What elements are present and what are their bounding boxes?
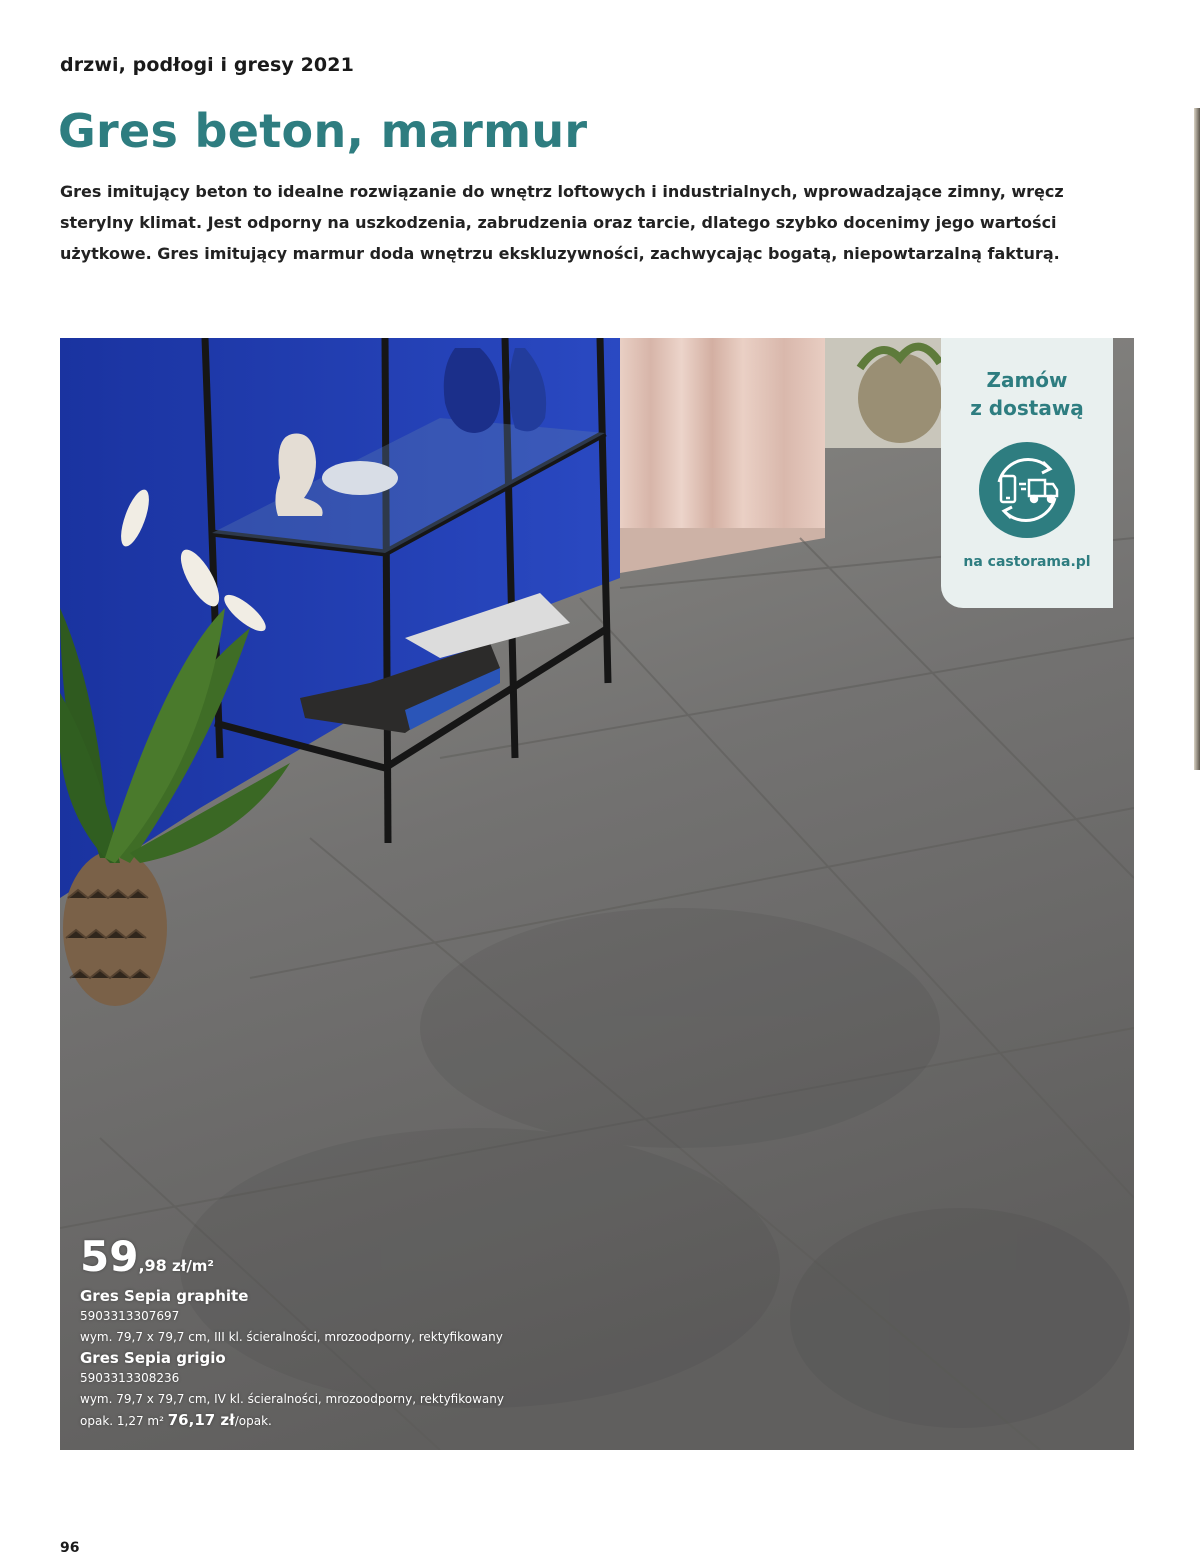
product-photo (60, 338, 1134, 1450)
bowl (322, 461, 398, 495)
delivery-badge-title (941, 366, 1113, 422)
badge-line-2: z dostawą (970, 396, 1084, 420)
adjacent-page-edge (1194, 108, 1200, 770)
intro-text: Gres imitujący beton to idealne rozwiązanie do wnętrz loftowych i industrialnych, wprowadzające zimny, wręcz sterylny klimat. Jest odporny na uszkodzenia, zabrudzenia oraz tarcie, dlatego szybko docenimy jego wartości użytkowe. Gres imitujący marmur doda wnętrzu ekskluzywności, zachwycając bogatą, niepowtarzalną fakturą. (60, 182, 1064, 263)
curtain (620, 338, 825, 528)
pack-price: 76,17 zł (167, 1411, 235, 1429)
page-number: 96 (60, 1540, 80, 1556)
price-decimal: ,98 (138, 1256, 167, 1275)
page-title: Gres beton, marmur (58, 104, 588, 158)
section-label: drzwi, podłogi i gresy 2021 (60, 54, 354, 76)
product-spec-2: wym. 79,7 x 79,7 cm, IV kl. ścieralności, mrozoodporny, rektyfikowany (80, 1392, 504, 1406)
price-block (80, 1232, 504, 1431)
pack-price-line (80, 1410, 504, 1431)
product-spec-1: wym. 79,7 x 79,7 cm, III kl. ścieralności, mrozoodporny, rektyfikowany (80, 1330, 503, 1344)
price-unit: zł/m² (166, 1257, 214, 1275)
delivery-badge[interactable] (941, 338, 1113, 608)
product-ean-1: 5903313307697 (80, 1309, 180, 1323)
delivery-icon-circle (979, 442, 1075, 538)
refresh-arrows-icon (999, 459, 1055, 520)
phone-icon (1001, 476, 1015, 502)
castorama-link[interactable]: na castorama.pl (963, 554, 1091, 570)
badge-line-1: Zamów (986, 368, 1068, 392)
product-name-2: Gres Sepia grigio (80, 1349, 226, 1367)
product-name-1: Gres Sepia graphite (80, 1287, 249, 1305)
pack-size: opak. 1,27 m² (80, 1414, 168, 1428)
price (80, 1232, 504, 1281)
price-integer: 59 (80, 1232, 139, 1281)
delivery-truck-icon (1019, 480, 1057, 502)
product-ean-2: 5903313308236 (80, 1371, 180, 1385)
pack-suffix: /opak. (234, 1414, 272, 1428)
